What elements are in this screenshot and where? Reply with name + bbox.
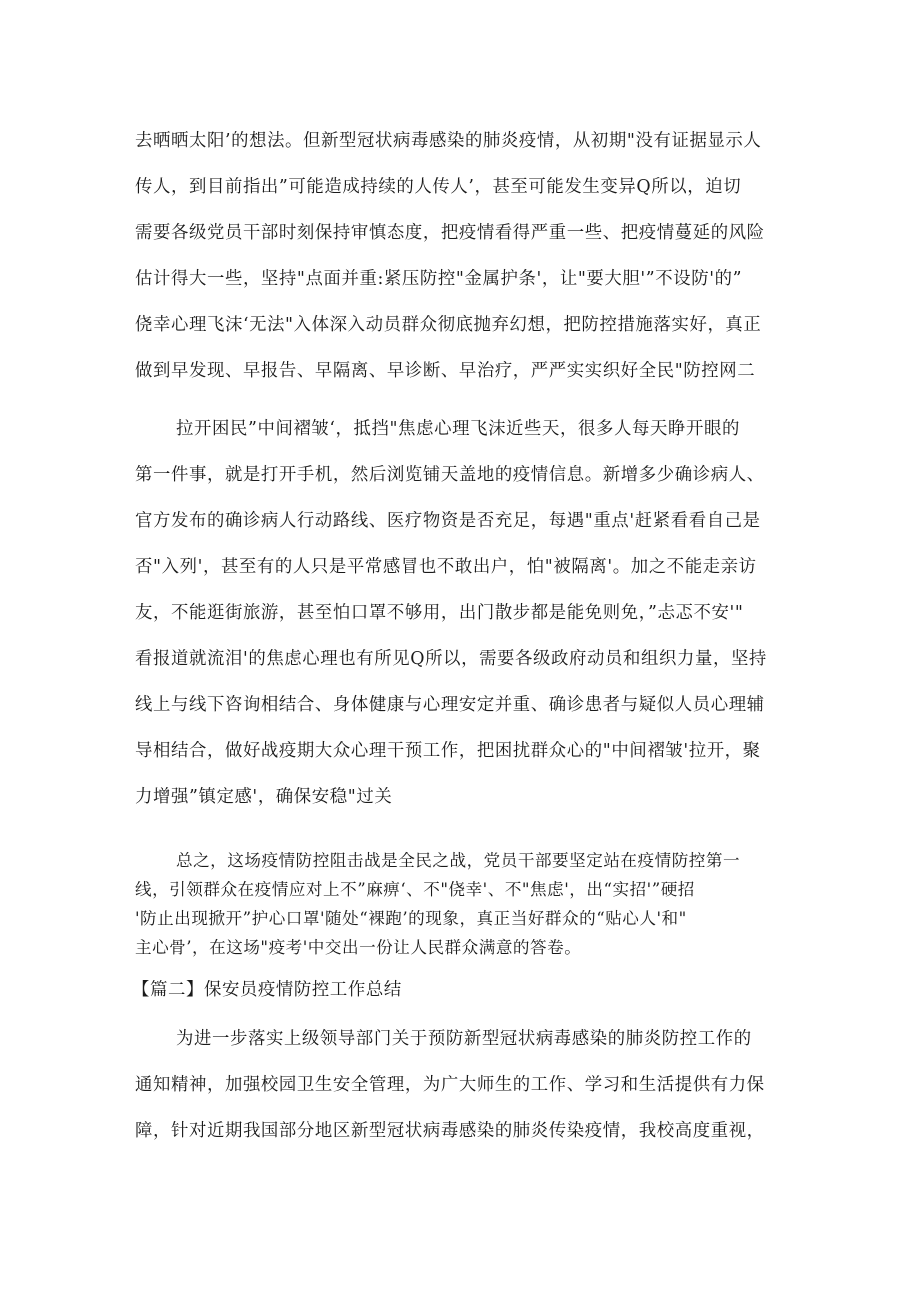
text-line: 侥幸心理飞沫‘无法"入体深入动员群众彻底抛弃幻想，把防控措施落实好，真正	[135, 315, 762, 335]
text-line: 总之，这场疫情防控阻击战是全民之战，党员干部要坚定站在疫情防控第一	[176, 851, 741, 870]
text-line: 主心骨’，在这场"疫考'中交出一份让人民群众满意的答卷。	[135, 938, 582, 957]
text-line: 否"入列'，甚至有的人只是平常感冒也不敢出户，怕"被隔离'。加之不能走亲访	[135, 557, 757, 577]
text-line: 障，针对近期我国部分地区新型冠状病毒感染的肺炎传染疫情，我校高度重视，	[135, 1121, 765, 1141]
text-line: 估计得大一些，坚持"点面并重:紧压防控"金属护条'，让"要大胆'”不设防'的”	[135, 269, 743, 289]
text-line: 第一件事，就是打开手机，然后浏览铺天盖地的疫情信息。新增多少确诊病人、	[135, 465, 765, 485]
text-line: 线上与线下咨询相结合、身体健康与心理安定并重、确诊患者与疑似人员心理辅	[135, 695, 765, 715]
text-line: 拉开困民”中间褶皱‘，抵挡"焦虑心理飞沫近些天，很多人每天睁开眼的	[176, 419, 740, 439]
text-line: 官方发布的确诊病人行动路线、医疗物资是否充足，每遇"重点'赶紧看看自己是	[135, 511, 761, 531]
text-line: 导相结合，做好战疫期大众心理干预工作，把困扰群众心的"中间褶皱'拉开，聚	[135, 741, 761, 761]
text-line: 传人，到目前指出”可能造成持续的人传人’，甚至可能发生变异Q所以，迫切	[135, 177, 742, 197]
text-line: 做到早发现、早报告、早隔离、早诊断、早治疗，严严实实织好全民"防控网二	[135, 361, 756, 381]
text-line: 友，不能逛街旅游，甚至怕口罩不够用，出门散步都是能免则免，”忐忑不安'"	[135, 603, 744, 623]
text-line: 为进一步落实上级领导部门关于预防新型冠状病毒感染的肺炎防控工作的	[176, 1029, 752, 1049]
section-heading: 【篇二】保安员疫情防控工作总结	[132, 980, 402, 1000]
text-line: 力增强”镇定感'，确保安稳"过关	[135, 787, 393, 807]
text-line: 看报道就流泪'的焦虑心理也有所见Q所以，需要各级政府动员和组织力量，坚持	[135, 649, 767, 669]
text-line: 线，引领群众在疫情应对上不”麻痹‘、不"侥幸'、不"焦虑'，出“实招'”硬招	[135, 880, 695, 899]
text-line: 去晒晒太阳’的想法。但新型冠状病毒感染的肺炎疫情，从初期"没有证据显示人	[135, 131, 762, 151]
text-line: 通知精神，加强校园卫生安全管理，为广大师生的工作、学习和生活提供有力保	[135, 1075, 765, 1095]
text-line: 需要各级党员干部时刻保持审慎态度，把疫情看得严重一些、把疫情蔓延的风险	[135, 223, 765, 243]
text-line: '防止出现掀开”护心口罩'随处“裸跑’的现象，真正当好群众的“贴心人'和"	[135, 909, 687, 928]
